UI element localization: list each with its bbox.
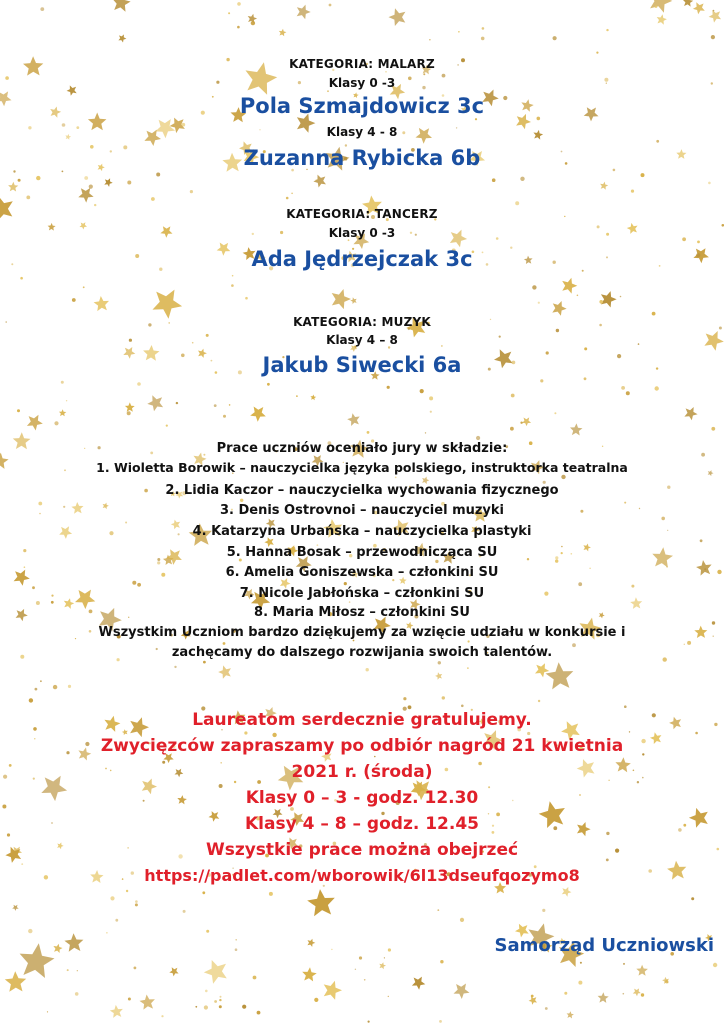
thanks-text: zachęcamy do dalszego rozwijania swoich talentów.: [171, 645, 553, 660]
schedule-grades-0-3: Klasy 0 – 3 - godz. 12.30: [245, 788, 479, 808]
winner-name: Zuzanna Rybicka 6b: [243, 146, 481, 170]
jury-member: 2. Lidia Kaczor – nauczycielka wychowania fizycznego: [165, 483, 559, 498]
category-title-muzyk: KATEGORIA: MUZYK: [293, 315, 431, 329]
jury-member: 6. Amelia Goniszewska – członkini SU: [225, 565, 499, 580]
padlet-link[interactable]: https://padlet.com/wborowik/6l13dseufqozymo8: [144, 866, 580, 885]
grade-label: Klasy 0 -3: [328, 76, 396, 90]
invitation-text: Zwycięzców zapraszamy po odbiór nagród 21 kwietnia: [100, 736, 624, 756]
jury-member: 1. Wioletta Borowik – nauczycielka języka polskiego, instruktorka teatralna: [96, 460, 628, 475]
jury-member: 8. Maria Miłosz – członkini SU: [254, 605, 470, 620]
grade-label: Klasy 0 -3: [328, 226, 396, 240]
date-text: 2021 r. (środa): [291, 762, 433, 782]
jury-member: 5. Hanna Bosak – przewodnicząca SU: [226, 545, 498, 560]
grade-label: Klasy 4 - 8: [326, 125, 398, 139]
jury-member: 7. Nicole Jabłońska – członkini SU: [239, 586, 485, 601]
winner-name: Pola Szmajdowicz 3c: [239, 94, 485, 118]
jury-intro: Prace uczniów oceniało jury w składzie:: [216, 441, 508, 456]
grade-label: Klasy 4 – 8: [326, 333, 398, 347]
category-title-malarz: KATEGORIA: MALARZ: [289, 57, 435, 71]
jury-member: 3. Denis Ostrovnoi – nauczyciel muzyki: [219, 503, 505, 518]
winner-name: Jakub Siwecki 6a: [262, 353, 462, 377]
schedule-grades-4-8: Klasy 4 – 8 – godz. 12.45: [245, 814, 479, 834]
thanks-text: Wszystkim Uczniom bardzo dziękujemy za wzięcie udziału w konkursie i: [98, 625, 626, 640]
signature: Samorząd Uczniowski: [494, 935, 714, 956]
congratulations-text: Laureatom serdecznie gratulujemy.: [192, 710, 532, 730]
jury-member: 4. Katarzyna Urbańska – nauczycielka plastyki: [192, 524, 532, 539]
winner-name: Ada Jędrzejczak 3c: [251, 247, 473, 271]
gallery-text: Wszystkie prace można obejrzeć: [205, 840, 519, 860]
category-title-tancerz: KATEGORIA: TANCERZ: [286, 207, 438, 221]
